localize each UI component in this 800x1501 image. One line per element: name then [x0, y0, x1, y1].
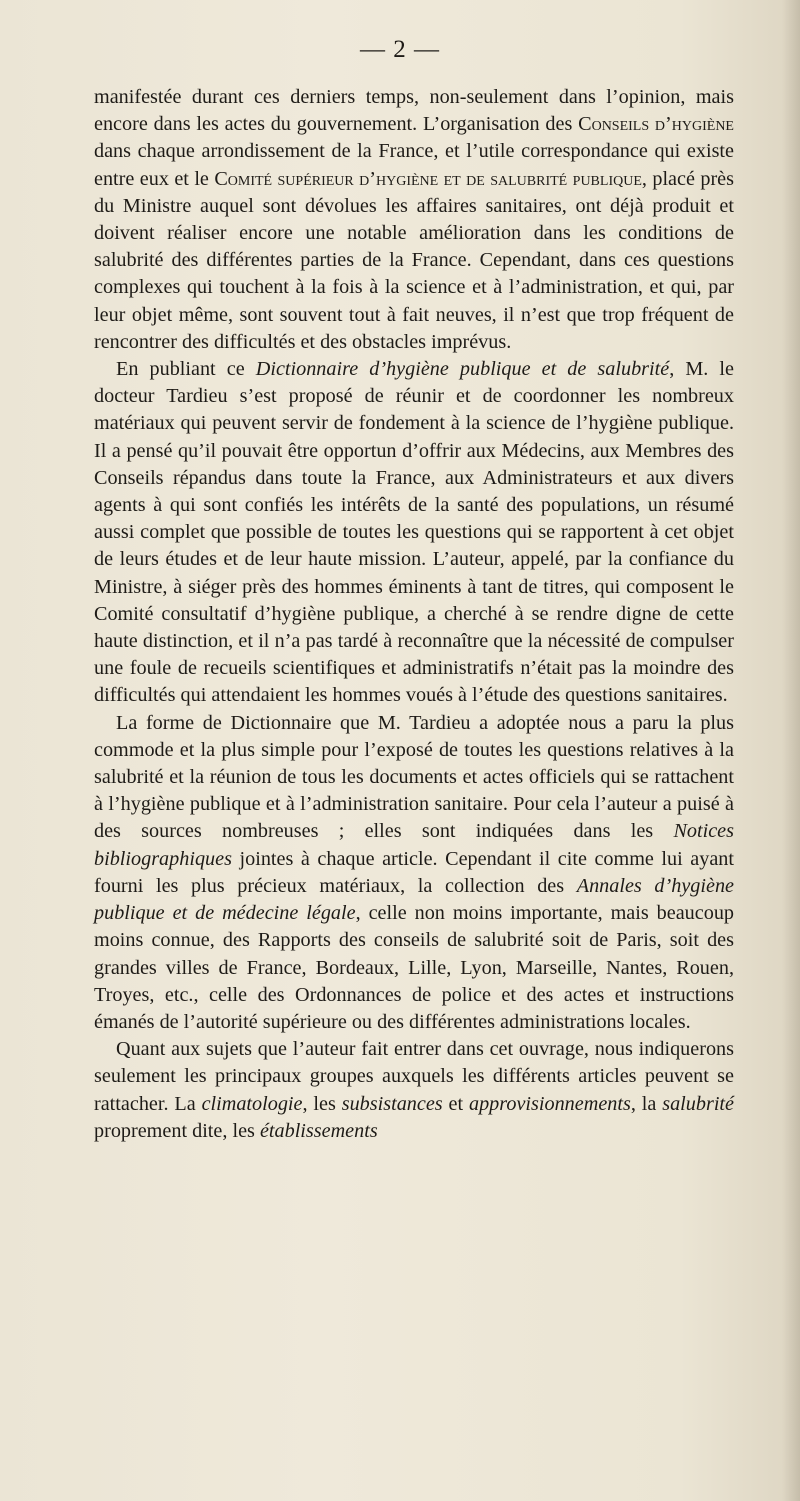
- text-segment: salubrité: [662, 1092, 734, 1115]
- text-segment: Dictionnaire d’hygiène publique et de salubrité: [255, 358, 670, 381]
- text-segment: Comité supérieur d’hygiène et de salubrité publique: [214, 167, 642, 190]
- text-segment: , M. le docteur Tardieu s’est proposé de réunir et de coordonner les nombreux matériaux qui peuvent servir de fondement à la science de l’hygiène publique. Il a pensé qu’il pouvait être opportun d’offrir aux Médecins, aux Membres des Conseils répandus dans toute la France, aux Administrateurs et aux divers agents à qui sont confiés les intérêts de la santé des populations, un résumé aussi complet que possible de toutes les questions qui se rapportent à cet objet de leurs études et de leur haute mission. L’auteur, appelé, par la confiance du Ministre, à siéger près des hommes éminents à tant de titres, qui composent le Comité consultatif d’hygiène publique, a cherché à se rendre digne de cette haute distinction, et il n’a pas tardé à reconnaître que la nécessité de compulser une foule de recueils scientifiques et administratifs n’était pas la moindre des difficultés qui attendaient les hommes voués à l’étude des questions sanitaires.: [94, 358, 734, 707]
- text-segment: Conseils d’hygiène: [578, 113, 734, 136]
- text-segment: Annales d’hygiène publique et de médecine légale: [94, 874, 734, 925]
- text-segment: subsistances: [341, 1092, 443, 1115]
- paragraph-3: [94, 710, 734, 1036]
- text-segment: et: [442, 1092, 469, 1115]
- page-number: — 2 —: [360, 36, 440, 63]
- text-segment: proprement dite, les: [94, 1119, 260, 1142]
- text-segment: manifestée durant ces derniers temps, non-seulement dans l’opinion, mais encore dans les actes du gouvernement. L’organisation des: [94, 86, 734, 136]
- text-segment: climatologie: [201, 1092, 303, 1115]
- body-text: [94, 84, 734, 1145]
- paragraph-2: [94, 356, 734, 710]
- text-segment: , les: [302, 1092, 342, 1115]
- text-segment: Notices bibliographiques: [94, 820, 734, 870]
- text-segment: , placé près du Ministre auquel sont dévolues les affaires sanitaires, ont déjà produit et doivent réaliser encore une notable amélioration dans les conditions de salubrité des différentes parties de la France. Cependant, dans ces questions complexes qui touchent à la fois à la science et à l’administration, et qui, par leur objet même, sont souvent tout à fait neuves, il n’est que trop fréquent de rencontrer des difficultés et des obstacles imprévus.: [94, 167, 734, 353]
- text-segment: La forme de Dictionnaire que M. Tardieu a adoptée nous a paru la plus commode et la plus simple pour l’exposé de toutes les questions relatives à la salubrité et la réunion de tous les documents et actes officiels qui se rattachent à l’hygiène publique et à l’administration sanitaire. Pour cela l’auteur a puisé à des sources nombreuses ; elles sont indiquées dans les: [94, 711, 734, 843]
- text-segment: En publiant ce: [116, 358, 256, 381]
- text-segment: approvisionnements: [468, 1092, 631, 1115]
- paragraph-1: [94, 84, 734, 356]
- text-segment: , la: [630, 1092, 663, 1115]
- page-edge-shadow: [782, 0, 800, 1501]
- text-segment: dans chaque arrondissement de la France, et l’utile correspondance qui existe entre eux et le: [94, 140, 734, 190]
- text-segment: établissements: [259, 1119, 378, 1142]
- text-segment: jointes à chaque article. Cependant il cite comme lui ayant fourni les plus précieux matériaux, la collection des: [94, 847, 734, 897]
- text-segment: Quant aux sujets que l’auteur fait entrer dans cet ouvrage, nous indiquerons seulement les principaux groupes auxquels les différents articles peuvent se rattacher. La: [94, 1038, 734, 1115]
- paragraph-4: [94, 1036, 734, 1145]
- text-segment: , celle non moins importante, mais beaucoup moins connue, des Rapports des conseils de salubrité soit de Paris, soit des grandes villes de France, Bordeaux, Lille, Lyon, Marseille, Nantes, Rouen, Troyes, etc., celle des Ordonnances de police et des actes et instructions émanés de l’autorité supérieure ou des différentes administrations locales.: [94, 902, 735, 1033]
